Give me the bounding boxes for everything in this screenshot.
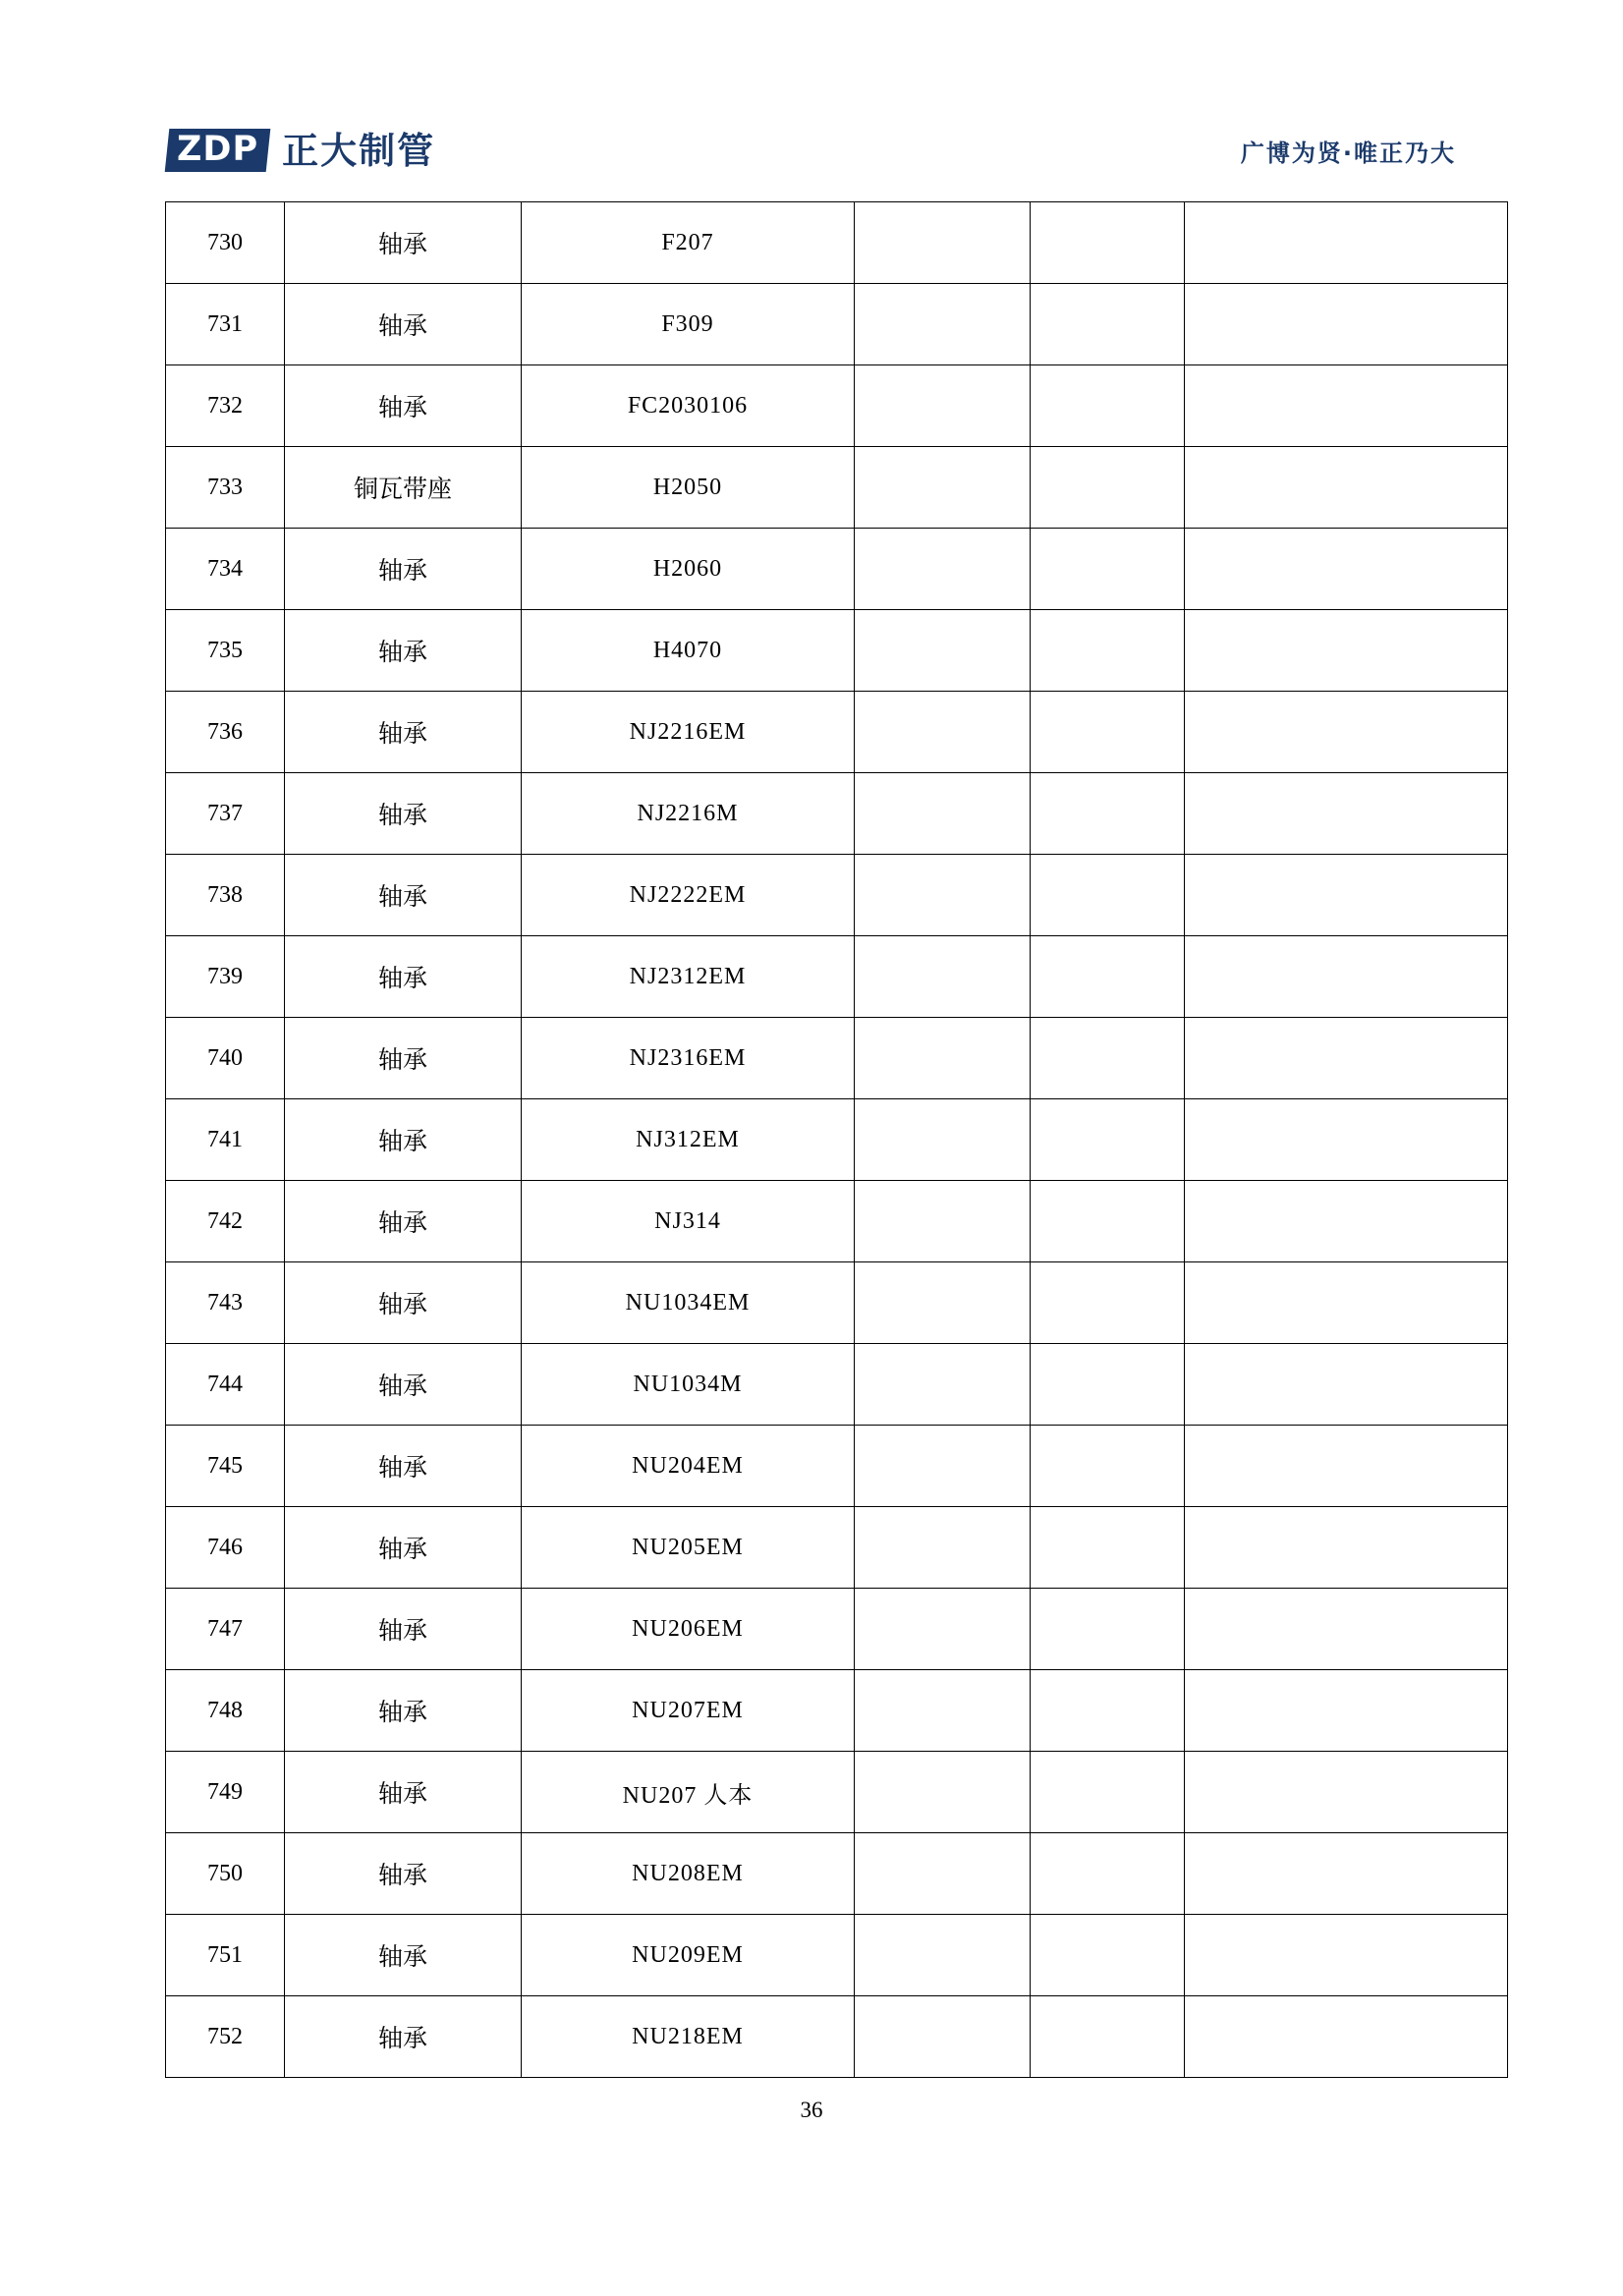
cell-model: H2050 — [522, 447, 855, 529]
cell-blank-3 — [1185, 447, 1508, 529]
cell-blank-2 — [1031, 855, 1185, 936]
cell-blank-3 — [1185, 202, 1508, 284]
cell-model: NU208EM — [522, 1833, 855, 1915]
cell-name: 轴承 — [285, 1099, 522, 1181]
cell-index: 744 — [166, 1344, 285, 1426]
cell-blank-2 — [1031, 1752, 1185, 1833]
table-row — [166, 1670, 1508, 1752]
cell-blank-1 — [855, 1915, 1031, 1996]
cell-blank-1 — [855, 1589, 1031, 1670]
cell-index: 731 — [166, 284, 285, 365]
table-row — [166, 284, 1508, 365]
cell-index: 743 — [166, 1262, 285, 1344]
table-row — [166, 610, 1508, 692]
cell-index: 737 — [166, 773, 285, 855]
cell-index: 734 — [166, 529, 285, 610]
company-name: 正大制管 — [282, 129, 436, 172]
cell-index: 732 — [166, 365, 285, 447]
cell-name: 轴承 — [285, 1915, 522, 1996]
cell-model: NU218EM — [522, 1996, 855, 2078]
cell-model: NJ314 — [522, 1181, 855, 1262]
table-row — [166, 692, 1508, 773]
cell-blank-2 — [1031, 1670, 1185, 1752]
company-logo — [167, 129, 435, 172]
cell-index: 733 — [166, 447, 285, 529]
cell-blank-3 — [1185, 1099, 1508, 1181]
cell-blank-1 — [855, 284, 1031, 365]
cell-name: 轴承 — [285, 855, 522, 936]
cell-index: 741 — [166, 1099, 285, 1181]
cell-blank-3 — [1185, 365, 1508, 447]
cell-name: 轴承 — [285, 610, 522, 692]
cell-model: H2060 — [522, 529, 855, 610]
cell-model: NJ2312EM — [522, 936, 855, 1018]
cell-blank-3 — [1185, 1426, 1508, 1507]
cell-blank-2 — [1031, 610, 1185, 692]
cell-blank-1 — [855, 1426, 1031, 1507]
cell-blank-1 — [855, 529, 1031, 610]
cell-blank-2 — [1031, 365, 1185, 447]
cell-blank-1 — [855, 365, 1031, 447]
cell-blank-1 — [855, 692, 1031, 773]
cell-blank-2 — [1031, 1262, 1185, 1344]
table-row — [166, 1018, 1508, 1099]
cell-model: NU207EM — [522, 1670, 855, 1752]
cell-model: NJ2222EM — [522, 855, 855, 936]
cell-model: NJ2216M — [522, 773, 855, 855]
cell-blank-3 — [1185, 1833, 1508, 1915]
cell-blank-1 — [855, 1344, 1031, 1426]
cell-blank-1 — [855, 1018, 1031, 1099]
table-row — [166, 773, 1508, 855]
table-row — [166, 1752, 1508, 1833]
cell-name: 轴承 — [285, 529, 522, 610]
page-number: 36 — [800, 2098, 823, 2122]
cell-blank-2 — [1031, 773, 1185, 855]
cell-index: 738 — [166, 855, 285, 936]
page-header — [167, 116, 1456, 185]
cell-name: 轴承 — [285, 1262, 522, 1344]
table-row — [166, 365, 1508, 447]
table-row — [166, 1507, 1508, 1589]
cell-blank-3 — [1185, 610, 1508, 692]
cell-blank-3 — [1185, 773, 1508, 855]
cell-name: 轴承 — [285, 692, 522, 773]
cell-name: 轴承 — [285, 1589, 522, 1670]
cell-index: 747 — [166, 1589, 285, 1670]
cell-blank-2 — [1031, 284, 1185, 365]
table-row — [166, 1915, 1508, 1996]
cell-blank-3 — [1185, 1262, 1508, 1344]
cell-index: 742 — [166, 1181, 285, 1262]
cell-blank-3 — [1185, 529, 1508, 610]
cell-blank-1 — [855, 447, 1031, 529]
table-row — [166, 855, 1508, 936]
cell-index: 750 — [166, 1833, 285, 1915]
cell-blank-3 — [1185, 692, 1508, 773]
cell-blank-2 — [1031, 1018, 1185, 1099]
cell-blank-1 — [855, 610, 1031, 692]
cell-blank-3 — [1185, 1018, 1508, 1099]
cell-name: 轴承 — [285, 936, 522, 1018]
cell-blank-3 — [1185, 1915, 1508, 1996]
cell-name: 轴承 — [285, 284, 522, 365]
company-slogan: 广博为贤·唯正乃大 — [1240, 139, 1456, 167]
cell-blank-2 — [1031, 1426, 1185, 1507]
table-row — [166, 1344, 1508, 1426]
table-row — [166, 936, 1508, 1018]
cell-blank-2 — [1031, 692, 1185, 773]
cell-blank-1 — [855, 1670, 1031, 1752]
cell-blank-1 — [855, 1752, 1031, 1833]
cell-model: FC2030106 — [522, 365, 855, 447]
cell-blank-3 — [1185, 1181, 1508, 1262]
cell-model: NJ312EM — [522, 1099, 855, 1181]
cell-blank-2 — [1031, 1996, 1185, 2078]
cell-blank-3 — [1185, 1344, 1508, 1426]
cell-blank-2 — [1031, 1344, 1185, 1426]
table-row — [166, 1833, 1508, 1915]
cell-blank-2 — [1031, 1099, 1185, 1181]
cell-index: 730 — [166, 202, 285, 284]
cell-blank-2 — [1031, 1181, 1185, 1262]
cell-index: 739 — [166, 936, 285, 1018]
cell-index: 745 — [166, 1426, 285, 1507]
table-row — [166, 1262, 1508, 1344]
cell-blank-3 — [1185, 284, 1508, 365]
cell-model: NU205EM — [522, 1507, 855, 1589]
parts-table-body — [166, 202, 1508, 2078]
cell-name: 轴承 — [285, 1426, 522, 1507]
cell-blank-2 — [1031, 1507, 1185, 1589]
cell-model: H4070 — [522, 610, 855, 692]
cell-name: 轴承 — [285, 1181, 522, 1262]
cell-index: 735 — [166, 610, 285, 692]
cell-blank-3 — [1185, 1670, 1508, 1752]
table-row — [166, 1996, 1508, 2078]
cell-blank-1 — [855, 202, 1031, 284]
cell-model: NJ2216EM — [522, 692, 855, 773]
cell-model: NU204EM — [522, 1426, 855, 1507]
zdp-logo-icon — [165, 129, 271, 172]
cell-model: NU209EM — [522, 1915, 855, 1996]
cell-blank-1 — [855, 1507, 1031, 1589]
cell-model: F309 — [522, 284, 855, 365]
cell-blank-2 — [1031, 1589, 1185, 1670]
table-row — [166, 202, 1508, 284]
cell-name: 轴承 — [285, 1670, 522, 1752]
cell-name: 轴承 — [285, 1507, 522, 1589]
cell-blank-2 — [1031, 1833, 1185, 1915]
cell-blank-2 — [1031, 447, 1185, 529]
logo-mark-text: ZDP — [177, 130, 259, 169]
cell-model: NU207 人本 — [522, 1752, 855, 1833]
cell-blank-3 — [1185, 936, 1508, 1018]
cell-blank-3 — [1185, 1752, 1508, 1833]
table-row — [166, 1426, 1508, 1507]
cell-blank-1 — [855, 855, 1031, 936]
cell-blank-1 — [855, 1262, 1031, 1344]
cell-blank-1 — [855, 1181, 1031, 1262]
cell-name: 轴承 — [285, 1752, 522, 1833]
table-row — [166, 1099, 1508, 1181]
cell-index: 746 — [166, 1507, 285, 1589]
table-row — [166, 1589, 1508, 1670]
cell-index: 749 — [166, 1752, 285, 1833]
cell-blank-3 — [1185, 1507, 1508, 1589]
cell-name: 轴承 — [285, 1833, 522, 1915]
cell-blank-3 — [1185, 1589, 1508, 1670]
parts-table-container — [165, 201, 1462, 2078]
cell-blank-2 — [1031, 202, 1185, 284]
cell-index: 740 — [166, 1018, 285, 1099]
cell-blank-1 — [855, 1996, 1031, 2078]
parts-table — [165, 201, 1508, 2078]
cell-index: 752 — [166, 1996, 285, 2078]
cell-blank-1 — [855, 1833, 1031, 1915]
cell-index: 751 — [166, 1915, 285, 1996]
table-row — [166, 1181, 1508, 1262]
cell-name: 轴承 — [285, 773, 522, 855]
cell-blank-2 — [1031, 1915, 1185, 1996]
cell-blank-2 — [1031, 936, 1185, 1018]
cell-name: 轴承 — [285, 202, 522, 284]
cell-blank-3 — [1185, 1996, 1508, 2078]
cell-model: NU1034M — [522, 1344, 855, 1426]
table-row — [166, 529, 1508, 610]
cell-model: NU206EM — [522, 1589, 855, 1670]
cell-blank-3 — [1185, 855, 1508, 936]
cell-blank-1 — [855, 936, 1031, 1018]
cell-blank-2 — [1031, 529, 1185, 610]
cell-name: 轴承 — [285, 365, 522, 447]
cell-model: NU1034EM — [522, 1262, 855, 1344]
cell-blank-1 — [855, 773, 1031, 855]
cell-index: 748 — [166, 1670, 285, 1752]
cell-model: F207 — [522, 202, 855, 284]
cell-model: NJ2316EM — [522, 1018, 855, 1099]
cell-name: 轴承 — [285, 1996, 522, 2078]
cell-name: 铜瓦带座 — [285, 447, 522, 529]
cell-name: 轴承 — [285, 1344, 522, 1426]
cell-name: 轴承 — [285, 1018, 522, 1099]
cell-index: 736 — [166, 692, 285, 773]
cell-blank-1 — [855, 1099, 1031, 1181]
table-row — [166, 447, 1508, 529]
